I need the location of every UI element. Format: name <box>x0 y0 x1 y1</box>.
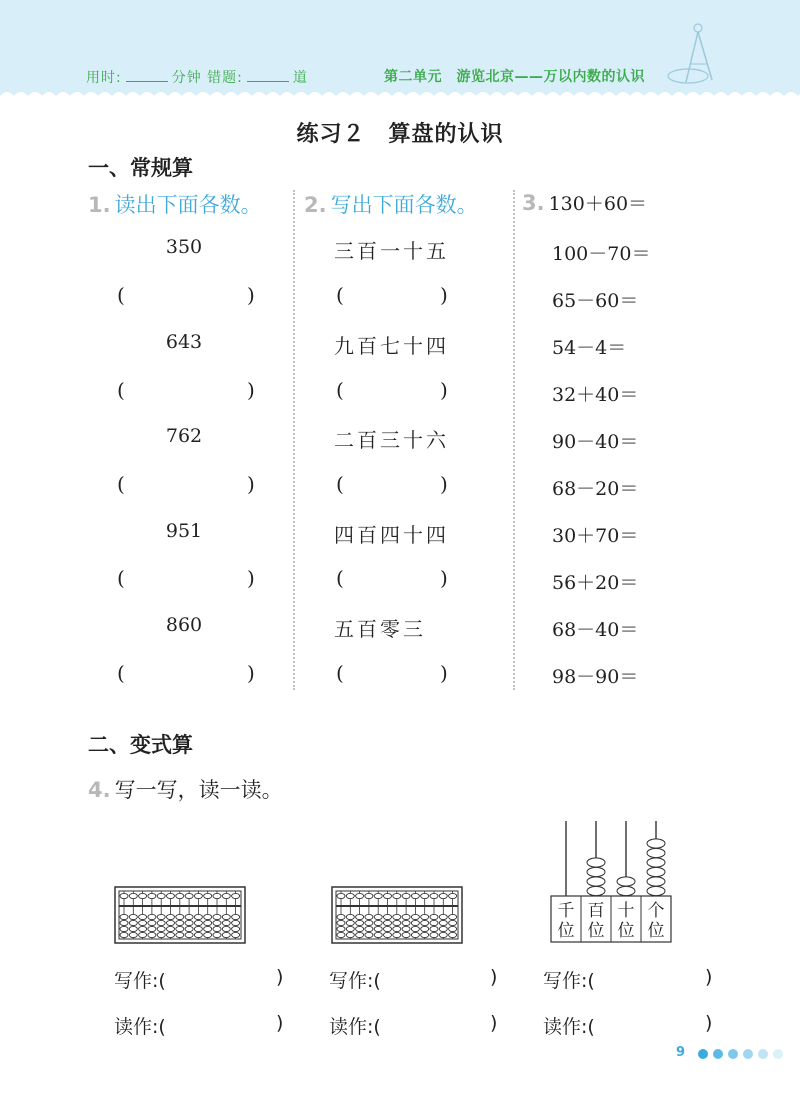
place-label: 位 <box>647 921 665 941</box>
unit-title: 第二单元 游览北京——万以内数的认识 <box>384 69 645 85</box>
bead <box>647 877 665 886</box>
q2-answer-open: ( <box>336 661 344 685</box>
bead <box>587 858 605 867</box>
q1-answer-close: ) <box>247 378 255 402</box>
bead <box>617 877 635 886</box>
timer-label: 用时: <box>86 70 122 86</box>
errors-label: 错题: <box>207 70 243 86</box>
read-label-3: 读作:( <box>543 1016 595 1038</box>
minutes-label: 分钟 <box>171 70 202 86</box>
questions-unit: 道 <box>292 70 308 86</box>
place-label: 百 <box>587 901 605 921</box>
q3-expression: 32＋40＝ <box>552 384 639 406</box>
read-label-2: 读作:( <box>329 1016 381 1038</box>
place-label: 十 <box>617 901 635 921</box>
q1-answer-open: ( <box>117 472 125 496</box>
minutes-blank[interactable] <box>126 70 168 82</box>
q3-expression: 68－40＝ <box>552 619 639 641</box>
read-close-1: ) <box>276 1012 284 1034</box>
q1-answer-open: ( <box>117 378 125 402</box>
place-label: 位 <box>617 921 635 941</box>
bead <box>587 877 605 886</box>
q1-number-item: 951 <box>165 520 203 542</box>
q1-answer-open: ( <box>117 283 125 307</box>
q3-heading <box>522 189 647 216</box>
q1-number: 1. <box>88 193 111 217</box>
write-close-3: ) <box>705 966 713 988</box>
column-divider-1 <box>293 190 295 690</box>
q2-answer-close: ) <box>440 472 448 496</box>
q2-number: 2. <box>304 193 327 217</box>
q2-title: 写出下面各数。 <box>330 193 478 217</box>
page-title: 练习２ 算盘的认识 <box>296 122 504 147</box>
q1-answer-close: ) <box>247 661 255 685</box>
read-close-3: ) <box>705 1012 713 1034</box>
q4-title: 写一写，读一读。 <box>114 778 283 802</box>
q3-expression: 65－60＝ <box>552 290 639 312</box>
compass-icon <box>666 20 722 92</box>
q1-number-item: 643 <box>165 331 203 353</box>
q2-word-item: 四百四十四 <box>334 523 449 547</box>
place-label: 位 <box>587 921 605 941</box>
q2-answer-close: ) <box>440 661 448 685</box>
page-header <box>0 0 800 100</box>
bead <box>647 858 665 867</box>
q2-answer-open: ( <box>336 472 344 496</box>
q4-heading <box>88 774 283 804</box>
bead <box>647 848 665 857</box>
q2-word-item: 五百零三 <box>334 617 426 641</box>
abacus-figure-2 <box>331 886 463 944</box>
q1-number-item: 860 <box>165 614 203 636</box>
q2-answer-close: ) <box>440 378 448 402</box>
q1-answer-close: ) <box>247 566 255 590</box>
q2-answer-close: ) <box>440 283 448 307</box>
write-close-1: ) <box>276 966 284 988</box>
q2-word-item: 二百三十六 <box>334 428 449 452</box>
section-title-routine: 一、常规算 <box>88 156 193 180</box>
q2-answer-open: ( <box>336 378 344 402</box>
q1-number-item: 350 <box>165 236 203 258</box>
q1-title: 读出下面各数。 <box>114 193 262 217</box>
q1-answer-open: ( <box>117 566 125 590</box>
q1-answer-close: ) <box>247 472 255 496</box>
q3-expression: 54－4＝ <box>552 337 627 359</box>
bead <box>647 839 665 848</box>
read-close-2: ) <box>490 1012 498 1034</box>
write-label-2: 写作:( <box>329 970 381 992</box>
q3-expression: 100－70＝ <box>552 243 651 265</box>
bead <box>617 886 635 895</box>
place-label: 位 <box>557 921 575 941</box>
q3-expression: 90－40＝ <box>552 431 639 453</box>
page-number: 9 <box>676 1045 686 1060</box>
q2-answer-open: ( <box>336 566 344 590</box>
bead <box>647 886 665 895</box>
q3-expression: 56＋20＝ <box>552 572 639 594</box>
write-label-3: 写作:( <box>543 970 595 992</box>
q3-number: 3. <box>522 191 545 215</box>
q3-first-expression: 130＋60＝ <box>548 193 648 215</box>
q2-word-item: 三百一十五 <box>334 239 449 263</box>
q3-expression: 30＋70＝ <box>552 525 639 547</box>
bead <box>647 867 665 876</box>
bead <box>587 867 605 876</box>
place-label: 个 <box>647 901 665 921</box>
q1-number-item: 762 <box>165 425 203 447</box>
q1-answer-close: ) <box>247 283 255 307</box>
counting-rods-figure <box>549 818 679 944</box>
q2-heading <box>304 189 478 219</box>
q2-answer-close: ) <box>440 566 448 590</box>
place-label: 千 <box>557 901 575 921</box>
q1-answer-open: ( <box>117 661 125 685</box>
read-label-1: 读作:( <box>114 1016 166 1038</box>
q2-answer-open: ( <box>336 283 344 307</box>
bead <box>587 886 605 895</box>
q3-expression: 98－90＝ <box>552 666 639 688</box>
abacus-figure-1 <box>114 886 246 944</box>
q4-number: 4. <box>88 778 111 802</box>
q2-word-item: 九百七十四 <box>334 334 449 358</box>
errors-blank[interactable] <box>247 70 289 82</box>
progress-dots-icon <box>697 1048 789 1060</box>
timer-info <box>86 67 308 87</box>
write-label-1: 写作:( <box>114 970 166 992</box>
write-close-2: ) <box>490 966 498 988</box>
q3-expression: 68－20＝ <box>552 478 639 500</box>
column-divider-2 <box>513 190 515 690</box>
q1-heading <box>88 189 262 219</box>
section-title-variant: 二、变式算 <box>88 733 193 757</box>
